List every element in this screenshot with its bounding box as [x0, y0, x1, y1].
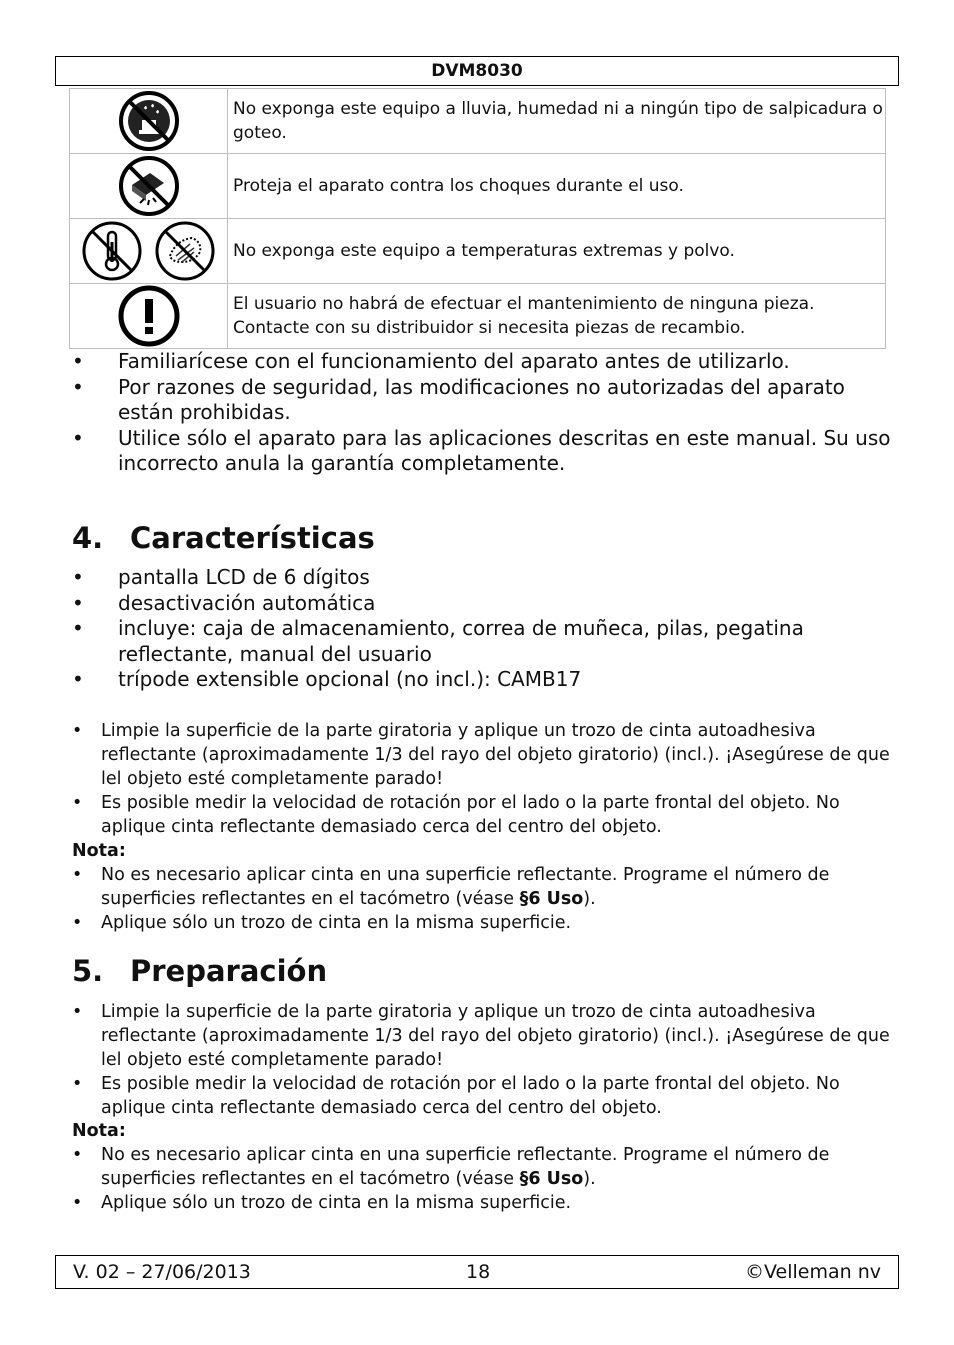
- footer-copyright: ©Velleman nv: [745, 1261, 881, 1283]
- section-4-nota-bullets: [72, 863, 892, 935]
- list-item: • Familiarícese con el funcionamiento del aparato antes de utilizarlo.: [72, 349, 790, 373]
- list-item: • No es necesario aplicar cinta en una superficie reflectante. Programe el número de superficies reflectantes en el tacómetro (véase §6 Uso).: [72, 865, 830, 909]
- section-5-heading: 5. Preparación: [72, 954, 328, 988]
- nota-label: Nota:: [72, 1121, 126, 1141]
- safety-row: [70, 89, 886, 154]
- list-item: • Limpie la superficie de la parte giratoria y aplique un trozo de cinta autoadhesiva reflectante (aproximadamente 1/3 del rayo del objeto giratorio) (incl.). ¡Asegúrese de que lel objeto esté completamente parado!: [72, 721, 890, 789]
- safety-text: No exponga este equipo a temperaturas extremas y polvo.: [228, 219, 886, 284]
- warning-exclamation-icon: [118, 285, 180, 347]
- page-footer: [55, 1255, 899, 1289]
- section-5-nota-bullets: [72, 1143, 892, 1215]
- list-item: • incluye: caja de almacenamiento, correa de muñeca, pilas, pegatina reflectante, manual del usuario: [72, 616, 804, 666]
- safety-row: [70, 219, 886, 284]
- safety-text: El usuario no habrá de efectuar el mantenimiento de ninguna pieza. Contacte con su distribuidor si necesita piezas de recambio.: [228, 284, 886, 349]
- footer-version: V. 02 – 27/06/2013: [73, 1261, 251, 1283]
- cross-reference: §6 Uso: [519, 889, 584, 909]
- safety-icon-cell: [70, 89, 228, 154]
- safety-text: Proteja el aparato contra los choques durante el uso.: [228, 154, 886, 219]
- page-header-model: DVM8030: [55, 56, 899, 86]
- no-temperature-icon: [81, 220, 143, 282]
- list-item: • Es posible medir la velocidad de rotación por el lado o la parte frontal del objeto. No aplique cinta reflectante demasiado cerca del centro del objeto.: [72, 1074, 840, 1118]
- list-item: • Por razones de seguridad, las modificaciones no autorizadas del aparato están prohibidas.: [72, 374, 845, 424]
- safety-icon-cell: [70, 284, 228, 349]
- list-item: • Aplique sólo un trozo de cinta en la misma superficie.: [72, 1193, 572, 1213]
- safety-icon-cell: [70, 154, 228, 219]
- section-4-bullets: [72, 719, 892, 839]
- no-rain-icon: [118, 90, 180, 152]
- list-item: • Es posible medir la velocidad de rotación por el lado o la parte frontal del objeto. No aplique cinta reflectante demasiado cerca del centro del objeto.: [72, 793, 840, 837]
- list-item: • Limpie la superficie de la parte giratoria y aplique un trozo de cinta autoadhesiva reflectante (aproximadamente 1/3 del rayo del objeto giratorio) (incl.). ¡Asegúrese de que lel objeto esté completamente parado!: [72, 1002, 890, 1070]
- list-item: • pantalla LCD de 6 dígitos: [72, 565, 370, 589]
- list-item: • desactivación automática: [72, 590, 376, 615]
- list-item: • Utilice sólo el aparato para las aplicaciones descritas en este manual. Su uso incorrecto anula la garantía completamente.: [72, 425, 891, 475]
- safety-table: [69, 88, 886, 349]
- safety-text: No exponga este equipo a lluvia, humedad ni a ningún tipo de salpicadura o goteo.: [228, 89, 886, 154]
- cross-reference: §6 Uso: [519, 1169, 584, 1189]
- safety-row: [70, 154, 886, 219]
- features-list: [72, 565, 892, 693]
- footer-page-number: 18: [466, 1261, 491, 1283]
- general-bullet-list: [72, 349, 892, 477]
- list-item: • No es necesario aplicar cinta en una superficie reflectante. Programe el número de superficies reflectantes en el tacómetro (véase §6 Uso).: [72, 1145, 830, 1189]
- no-shock-icon: [118, 155, 180, 217]
- nota-label: Nota:: [72, 841, 126, 861]
- safety-icon-cell: [70, 219, 228, 284]
- list-item: • trípode extensible opcional (no incl.): CAMB17: [72, 667, 582, 691]
- section-5-bullets: [72, 1000, 892, 1120]
- list-item: • Aplique sólo un trozo de cinta en la misma superficie.: [72, 913, 572, 933]
- safety-row: [70, 284, 886, 349]
- section-4-heading: 4. Características: [72, 521, 375, 555]
- no-dust-icon: [154, 220, 216, 282]
